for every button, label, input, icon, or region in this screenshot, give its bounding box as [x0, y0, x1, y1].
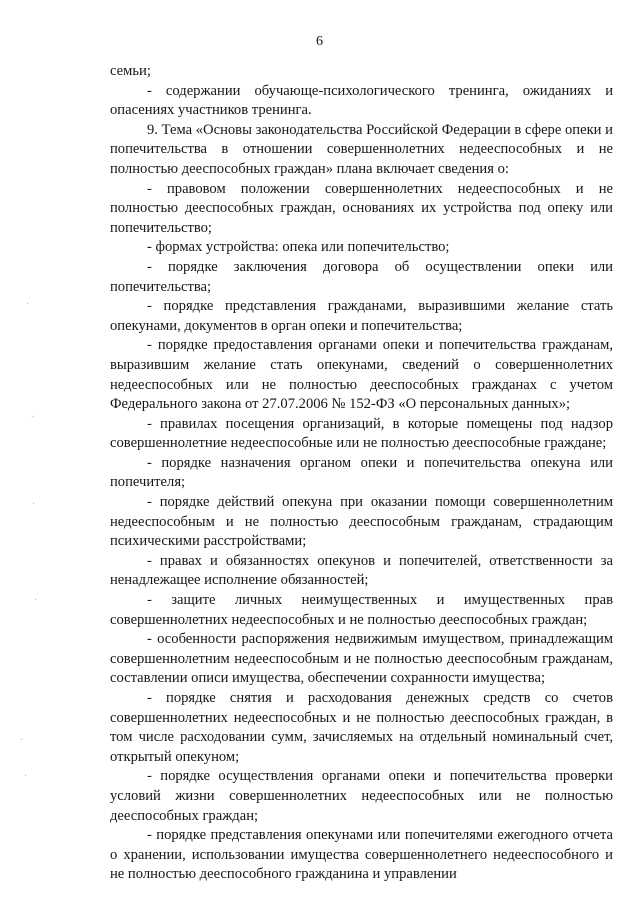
- page-number: 6: [316, 34, 323, 49]
- scan-artifact: ·: [20, 735, 24, 746]
- paragraph: 9. Тема «Основы законодательства Российской Федерации в сфере опеки и попечительства в отношении совершеннолетних недееспособных и не полностью дееспособных граждан» плана включает сведения о:: [110, 121, 613, 177]
- paragraph: - порядке предоставления органами опеки и попечительства гражданам, выразившим желание стать опекунами, сведений о совершеннолетних недееспособных или не полностью дееспособных гражданах с учетом Федерального закона от 27.07.2006 № 152-ФЗ «О персональных данных»;: [110, 337, 613, 413]
- scan-artifact: ·: [24, 771, 28, 782]
- paragraph: - порядке осуществления органами опеки и попечительства проверки условий жизни совершеннолетних недееспособных или не полностью дееспособных граждан;: [110, 768, 613, 824]
- paragraph: - правовом положении совершеннолетних недееспособных и не полностью дееспособных граждан, основаниях их устройства под опеку или попечительство;: [110, 180, 613, 236]
- paragraph: - порядке заключения договора об осуществлении опеки или попечительства;: [110, 258, 613, 295]
- paragraph: - порядке снятия и расходования денежных средств со счетов совершеннолетних недееспособных и не полностью дееспособных граждан, в том числе расходовании сумм, зачисляемых на отдельный номинальный счет, открытый опекуном;: [110, 690, 613, 765]
- paragraph: - порядке представления гражданами, выразившими желание стать опекунами, документов в орган опеки и попечительства;: [110, 298, 613, 334]
- scan-artifact: ·: [34, 595, 38, 606]
- paragraph: семьи;: [110, 63, 151, 79]
- paragraph: - формах устройства: опека или попечительство;: [147, 239, 450, 256]
- paragraph: - правилах посещения организаций, в которые помещены под надзор совершеннолетние недееспособные или не полностью дееспособные граждане;: [110, 415, 613, 452]
- paragraph: - содержании обучающе-психологического тренинга, ожиданиях и опасениях участников тренинга.: [110, 82, 613, 119]
- document-body: [110, 62, 613, 885]
- scan-artifact: ˏ: [30, 407, 35, 418]
- scan-artifact: ·: [26, 299, 30, 310]
- paragraph: - порядке представления опекунами или попечителями ежегодного отчета о хранении, использовании имущества совершеннолетнего недееспособного и не полностью дееспособного гражданина и управлении: [110, 827, 613, 883]
- paragraph: - особенности распоряжения недвижимым имуществом, принадлежащим совершеннолетним недееспособным и не полностью дееспособным гражданам, составлении описи имущества, обеспечении сохранности имущества;: [110, 631, 613, 687]
- paragraph: - правах и обязанностях опекунов и попечителей, ответственности за ненадлежащее исполнение обязанностей;: [110, 552, 613, 589]
- paragraph: - защите личных неимущественных и имущественных прав совершеннолетних недееспособных и не полностью дееспособных граждан;: [110, 592, 613, 628]
- scan-artifact: ·: [32, 499, 36, 510]
- paragraph: - порядке назначения органом опеки и попечительства опекуна или попечителя;: [110, 454, 613, 491]
- paragraph: - порядке действий опекуна при оказании помощи совершеннолетним недееспособным и не полностью дееспособным гражданам, страдающим психическими расстройствами;: [110, 494, 613, 550]
